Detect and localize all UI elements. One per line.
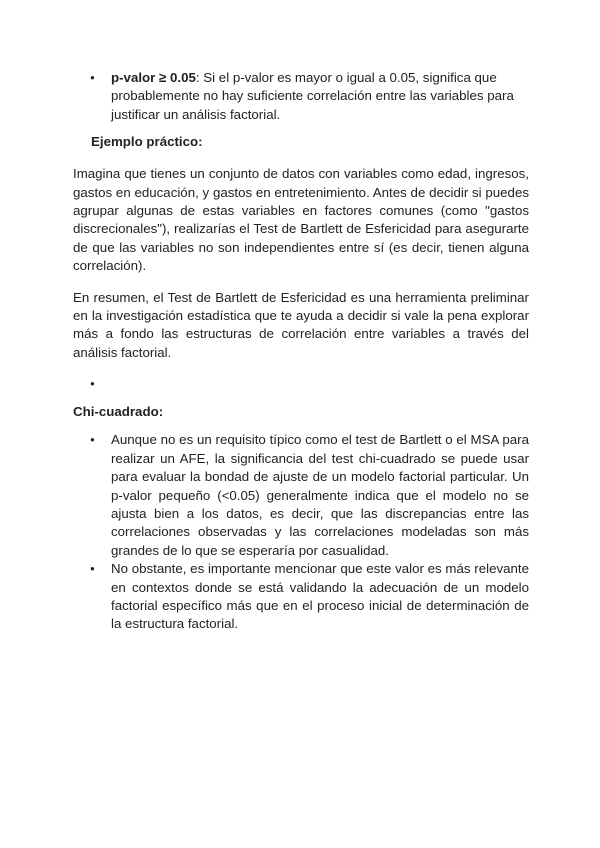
p-value-list bbox=[73, 69, 529, 124]
list-item: ● Aunque no es un requisito típico como el test de Bartlett o el MSA para realizar un AFE, la significancia del test chi-cuadrado se puede usar para evaluar la bondad de ajuste de un modelo factorial particular. Un p-valor pequeño (<0.05) generalmente indica que el modelo no se ajusta bien a los datos, es decir, que las discrepancias entre las correlaciones observadas y las correlaciones modeladas son más grandes de lo que se esperaría por casualidad. bbox=[73, 431, 529, 560]
document-page bbox=[73, 69, 529, 634]
example-heading: Ejemplo práctico: bbox=[91, 134, 203, 150]
summary-paragraph: En resumen, el Test de Bartlett de Esfericidad es una herramienta preliminar en la investigación estadística que te ayuda a decidir si vale la pena explorar más a fondo las estructuras de correlación entre variables a través del análisis factorial. bbox=[73, 289, 529, 360]
chi-square-list bbox=[73, 431, 529, 633]
list-item bbox=[73, 69, 529, 124]
empty-list bbox=[73, 375, 529, 393]
bullet-text: : Si el p-valor es mayor o igual a 0.05, significa que probablemente no hay suficiente correlación entre las variables para justificar un análisis factorial. bbox=[111, 70, 514, 122]
chi-square-heading: Chi-cuadrado: bbox=[73, 404, 164, 420]
list-item bbox=[73, 375, 529, 393]
example-paragraph: Imagina que tienes un conjunto de datos con variables como edad, ingresos, gastos en educación, y gastos en entretenimiento. Antes de decidir si puedes agrupar algunas de estas variables en factores comunes (como "gastos discrecionales"), realizarías el Test de Bartlett de Esfericidad para asegurarte de que las variables no son independientes entre sí (es decir, tienen alguna correlación). bbox=[73, 166, 529, 274]
list-item: ● No obstante, es importante mencionar que este valor es más relevante en contextos donde se está validando la adecuación de un modelo factorial específico más que en el proceso inicial de determinación de la estructura factorial. bbox=[73, 560, 529, 634]
bullet-bold-term: p-valor ≥ 0.05 bbox=[111, 70, 196, 85]
